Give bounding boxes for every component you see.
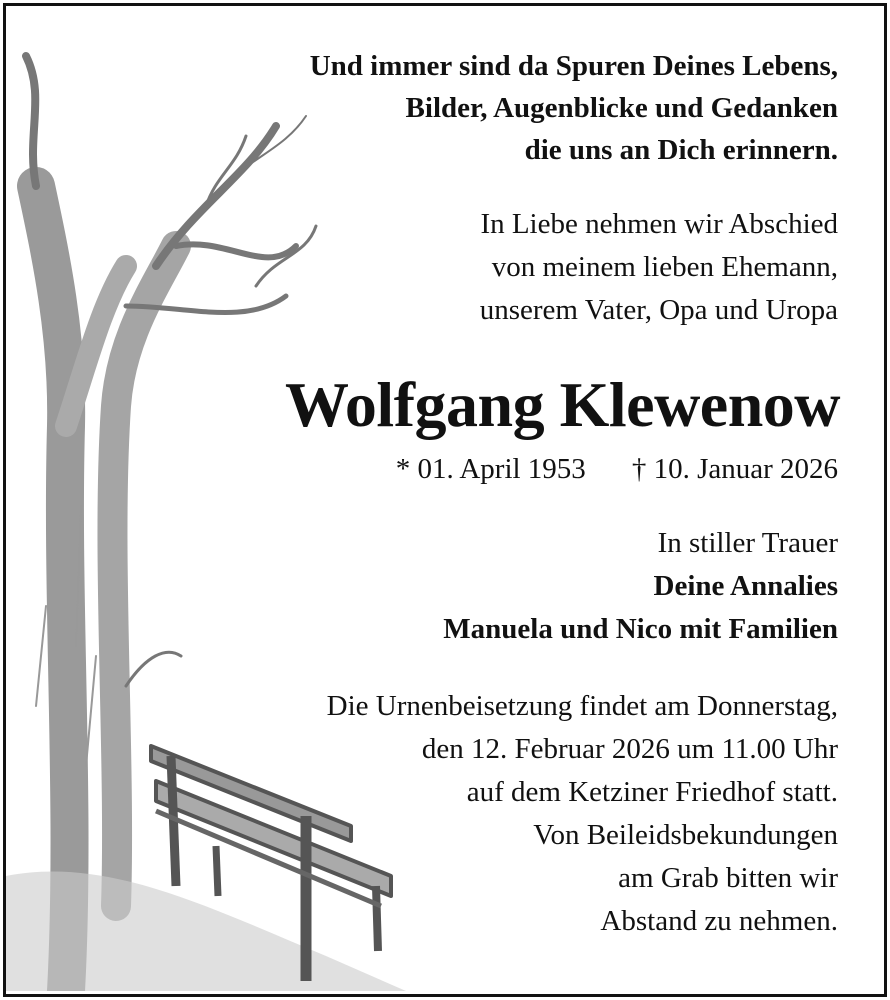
death-date: † 10. Januar 2026 xyxy=(631,453,838,485)
burial-notice xyxy=(327,685,838,943)
mourners xyxy=(443,522,838,651)
mourners-line: Deine Annalies xyxy=(653,570,838,602)
deceased-name: Wolfgang Klewenow xyxy=(284,369,840,440)
intro-line: von meinem lieben Ehemann, xyxy=(491,251,838,283)
birth-date: * 01. April 1953 xyxy=(395,453,586,485)
notice-line: Die Urnenbeisetzung findet am Donnerstag, xyxy=(326,690,838,722)
notice-line: Von Beileidsbekundungen xyxy=(533,819,838,851)
life-dates xyxy=(396,448,838,491)
intro-line: In Liebe nehmen wir Abschied xyxy=(480,208,838,240)
mourners-line: In stiller Trauer xyxy=(657,527,838,559)
verse-line: Bilder, Augenblicke und Gedanken xyxy=(405,92,838,124)
notice-line: den 12. Februar 2026 um 11.00 Uhr xyxy=(421,733,838,765)
notice-line: auf dem Ketziner Friedhof statt. xyxy=(466,776,838,808)
intro xyxy=(480,203,838,332)
notice-line: am Grab bitten wir xyxy=(618,862,838,894)
verse-line: die uns an Dich erinnern. xyxy=(524,134,838,166)
verse xyxy=(310,45,838,171)
notice-line: Abstand zu nehmen. xyxy=(600,905,838,937)
verse-line: Und immer sind da Spuren Deines Lebens, xyxy=(309,50,838,82)
mourners-line: Manuela und Nico mit Familien xyxy=(443,613,838,645)
intro-line: unserem Vater, Opa und Uropa xyxy=(479,294,838,326)
